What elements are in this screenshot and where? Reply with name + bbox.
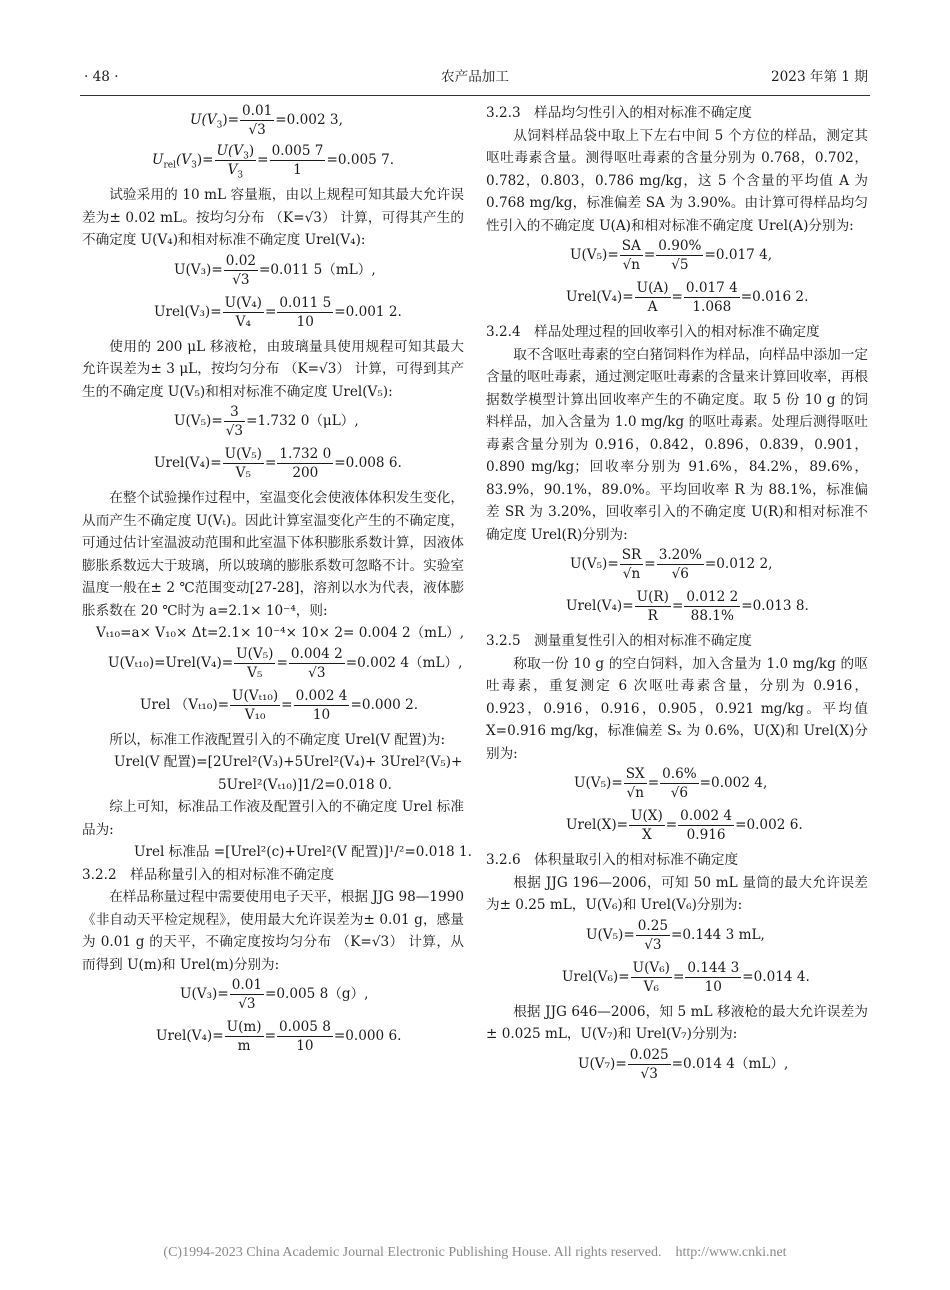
paragraph: 在整个试验操作过程中，室温变化会使液体体积发生变化，从而产生不确定度 U(Vₜ)。因此计算室温变化产生的不确定度，可通过估计室温波动范围和此室温下体积膨胀系数计算，因液体膨胀系数远大于玻璃，所以玻璃的膨胀系数可忽略不计。实验室温度一般在± 2 ℃范围变动[27-28]，溶剂以水为代表，液体膨胀系数在 20 ℃时为 a=2.1× 10⁻⁴，则: — [82, 490, 464, 619]
section-heading: 3.2.4 样品处理过程的回收率引入的相对标准不确定度 — [486, 324, 820, 340]
paragraph: 根据 JJG 196—2006，可知 50 mL 量筒的最大允许误差为± 0.25 mL，U(V₆)和 Urel(V₆)分别为: — [486, 874, 868, 913]
formula: Urel （Vₜ₁₀)= $\frac{\text{U(Vₜ₁₀)}}{\text{V₁₀}}$ = $\frac{0.002 4}{10}$ =0.000 2. — [140, 687, 419, 723]
formula: Urel(V 配置)=[2Urel²(V₃)+5Urel²(V₄)+ 3Urel²(V₅)+ — [114, 754, 463, 770]
formula: U(V₅)= $\frac{SR}{√n}$ = $\frac{3.20\%}{√6}$ =0.012 2, — [570, 547, 773, 582]
running-header — [62, 66, 888, 88]
formula: $U_{rel}(V_3)=$ $\frac{U(V_3)}{V_3}$ = $\frac{0.005 7}{1}$ =0.005 7. — [152, 143, 395, 181]
formula: 5Urel²(Vₜ₁₀)]1/2=0.018 0. — [218, 776, 392, 793]
section-heading: 3.2.5 测量重复性引入的相对标准不确定度 — [486, 633, 752, 649]
paragraph: 所以，标准工作液配置引入的不确定度 Urel(V 配置)为: — [109, 731, 446, 748]
formula: Urel(V₄)= $\frac{U(R)}{R}$ = $\frac{0.012 2}{88.1\%}$ =0.013 8. — [566, 589, 809, 624]
formula: Urel(V₄)= $\frac{U(A)}{A}$ = $\frac{0.017 4}{1.068}$ =0.016 2. — [566, 280, 809, 315]
formula: Urel(V₄)= $\frac{U(m)}{m}$ = $\frac{0.005 8}{10}$ =0.000 6. — [156, 1019, 402, 1054]
formula: U(V₅)= $\frac{3}{√3}$ =1.732 0（μL）, — [174, 404, 359, 439]
paragraph: 取不含呕吐毒素的空白猪饲料作为样品，向样品中添加一定含量的呕吐毒素，通过测定呕吐毒素的含量来计算回收率，再根据数学模型计算出回收率产生的不确定度。取 5 份 10 g 的饲料样品，加入含量为 1.0 mg/kg 的呕吐毒素。处理后测得呕吐毒素含量分别为 0.916，0.842，0.896，0.839，0.901，0.890 mg/kg；回收率分别为 91.6%，84.2%，89.6%，83.9%，90.1%，89.0%。平均回收率 R 为 88.1%，标准偏差 SR 为 3.20%，回收率引入的不确定度 U(R)和相对标准不确定度 Urel(R)分别为: — [486, 346, 868, 543]
paragraph: 使用的 200 μL 移液枪，由玻璃量具使用规程可知其最大允许误差为± 3 μL，按均匀分布 （K=√3） 计算，可得到其产生的不确定度 U(V₅)和相对标准不确定度 Urel(V₅): — [82, 338, 464, 400]
left-column — [82, 102, 472, 1060]
paragraph: 称取一份 10 g 的空白饲料，加入含量为 1.0 mg/kg 的呕吐毒素，重复测定 6 次呕吐毒素含量，分别为 0.916，0.923，0.916，0.916，0.905，0.921 mg/kg。平均值 X=0.916 mg/kg，标准偏差 Sₓ 为 0.6%，U(X)和 Urel(X)分别为: — [486, 655, 868, 762]
formula: Urel(X)= $\frac{U(X)}{X}$ = $\frac{0.002 4}{0.916}$ =0.002 6. — [566, 808, 803, 843]
formula: Urel(V₆)= $\frac{\text{U(V₆)}}{\text{V₆}}$ = $\frac{0.144 3}{10}$ =0.014 4. — [562, 959, 810, 995]
paragraph: 试验采用的 10 mL 容量瓶，由以上规程可知其最大允许误差为± 0.02 mL。按均匀分布 （K=√3） 计算，可得其产生的不确定度 U(V₄)和相对标准不确定度 Urel(V₄): — [82, 187, 464, 248]
page-number: · 48 · — [84, 69, 119, 85]
paragraph: 在样品称量过程中需要使用电子天平，根据 JJG 98—1990《非自动天平检定规程》，使用最大允许误差为± 0.01 g，感量为 0.01 g 的天平，不确定度按均匀分布 （K=√3） 计算，从而得到 U(m)和 Urel(m)分别为: — [82, 889, 464, 973]
issue-label: 2023 年第 1 期 — [771, 69, 868, 85]
formula: U(V₃)= $\frac{0.02}{√3}$ =0.011 5（mL）, — [174, 252, 376, 288]
section-heading: 3.2.3 样品均匀性引入的相对标准不确定度 — [486, 105, 752, 121]
paragraph: 从饲料样品袋中取上下左右中间 5 个方位的样品，测定其呕吐毒素含量。测得呕吐毒素的含量分别为 0.768，0.702，0.782，0.803，0.786 mg/kg，这 5 个含量的平均值 A 为 0.768 mg/kg，标准偏差 SA 为 3.90%。由计算可得样品均匀性引入的不确定度 U(A)和相对标准不确定度 Urel(A)分别为: — [486, 127, 868, 234]
formula: Urel(V₃)= $\frac{\text{U(V₄)}}{\text{V₄}}$ = $\frac{0.011 5}{10}$ =0.001 2. — [154, 294, 402, 330]
formula: U(V₃)= $\frac{0.01}{√3}$ =0.005 8（g）, — [180, 977, 369, 1012]
formula: U(Vₜ₁₀)=Urel(V₄)= $\frac{\text{U(V₅)}}{\text{V₅}}$ = $\frac{0.004 2}{√3}$ =0.002 4（mL）, — [108, 645, 463, 681]
formula: U(V₅)= $\frac{SX}{√n}$ = $\frac{0.6\%}{√6}$ =0.002 4, — [574, 766, 768, 801]
journal-name: 农产品加工 — [441, 69, 509, 85]
right-column — [486, 102, 868, 1088]
header-rule — [80, 95, 870, 96]
formula: U(V₅)= $\frac{SA}{√n}$ = $\frac{0.90\%}{√5}$ =0.017 4, — [570, 238, 773, 273]
section-heading: 3.2.6 体积量取引入的相对标准不确定度 — [486, 852, 739, 868]
formula: Urel(V₄)= $\frac{\text{U(V₅)}}{\text{V₅}}$ = $\frac{1.732 0}{200}$ =0.008 6. — [154, 446, 402, 481]
formula: Urel 标准品 =[Urel²(c)+Urel²(V 配置)]¹/²=0.018 1. — [134, 844, 472, 860]
copyright-footer: (C)1994-2023 China Academic Journal Electronic Publishing House. All rights reserved. http://www.cnki.net — [163, 1245, 787, 1260]
paragraph: 根据 JJG 646—2006，知 5 mL 移液枪的最大允许误差为± 0.025 mL，U(V₇)和 Urel(V₇)分别为: — [486, 1003, 868, 1042]
formula: $U(V_3)=$ $\frac{0.01}{√3}$ =0.002 3, — [190, 103, 343, 138]
formula: U(V₇)= $\frac{0.025}{√3}$ =0.014 4（mL）, — [578, 1046, 789, 1082]
formula: Vₜ₁₀=a× V₁₀× Δt=2.1× 10⁻⁴× 10× 2= 0.004 2（mL）, — [96, 625, 465, 641]
section-heading: 3.2.2 样品称量引入的相对标准不确定度 — [82, 866, 335, 883]
formula: U(V₅)= $\frac{0.25}{√3}$ =0.144 3 mL, — [586, 917, 765, 953]
paragraph: 综上可知，标准品工作液及配置引入的不确定度 Urel 标准品为: — [82, 799, 464, 838]
